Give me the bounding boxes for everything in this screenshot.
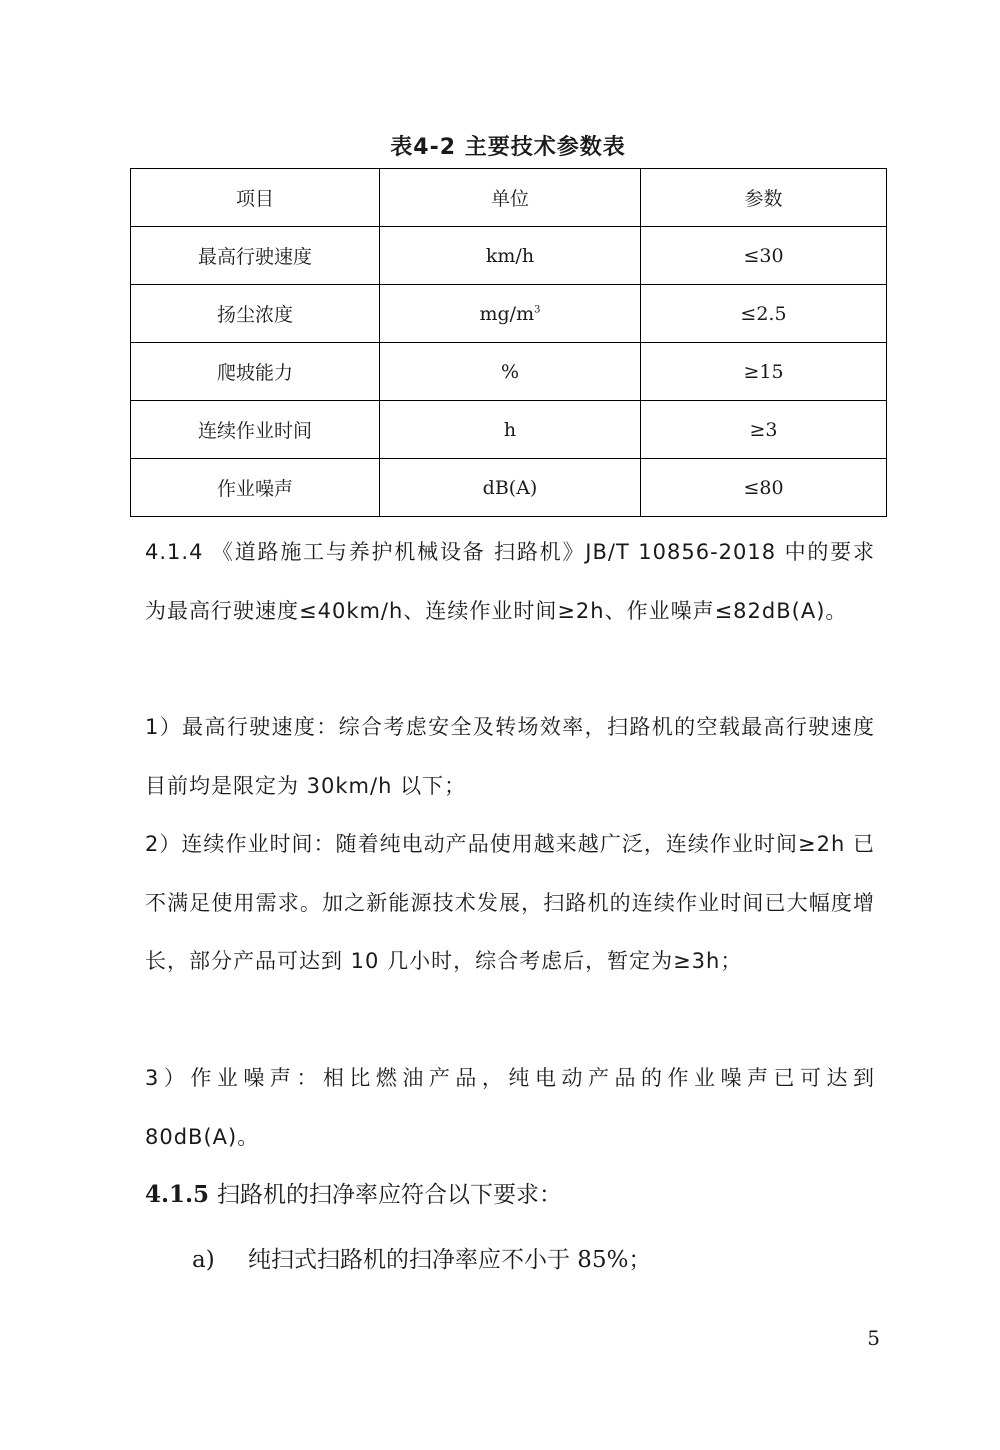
paragraph-continuous-work-time: 2）连续作业时间：随着纯电动产品使用越来越广泛，连续作业时间≥2h 已不满足使用需求。加之新能源技术发展，扫路机的连续作业时间已大幅度增长，部分产品可达到 10 几小时，综合考虑后，暂定为≥3h； xyxy=(145,832,875,973)
cell-value: ≥15 xyxy=(641,343,887,401)
section-text: 扫路机的扫净率应符合以下要求： xyxy=(217,1182,563,1208)
paragraph-4-1-4: 4.1.4 《道路施工与养护机械设备 扫路机》JB/T 10856-2018 中的要求为最高行驶速度≤40km/h、连续作业时间≥2h、作业噪声≤82dB(A)。 xyxy=(145,540,875,623)
table-row xyxy=(131,285,887,343)
list-item xyxy=(192,1241,892,1274)
header-item: 项目 xyxy=(131,169,380,227)
list-marker: a) xyxy=(192,1247,215,1273)
table-title: 表4-2 主要技术参数表 xyxy=(390,135,626,160)
table-row xyxy=(131,459,887,517)
cell-item: 作业噪声 xyxy=(131,459,380,517)
table-row xyxy=(131,227,887,285)
cell-unit: % xyxy=(380,343,641,401)
cell-unit: h xyxy=(380,401,641,459)
list-text: 纯扫式扫路机的扫净率应不小于 85%； xyxy=(248,1247,652,1273)
cell-unit: km/h xyxy=(380,227,641,285)
cell-unit xyxy=(380,285,641,343)
unit-text: mg/m xyxy=(479,302,535,325)
cell-unit: dB(A) xyxy=(380,459,641,517)
cell-value: ≤80 xyxy=(641,459,887,517)
section-heading xyxy=(145,1176,885,1209)
table-header-row xyxy=(131,169,887,227)
cell-item: 扬尘浓度 xyxy=(131,285,380,343)
cell-item: 爬坡能力 xyxy=(131,343,380,401)
cell-value: ≤30 xyxy=(641,227,887,285)
header-unit: 单位 xyxy=(380,169,641,227)
section-number: 4.1.5 xyxy=(145,1181,210,1208)
paragraph-work-noise: 3）作业噪声：相比燃油产品，纯电动产品的作业噪声已可达到 80dB(A)。 xyxy=(145,1066,875,1149)
cell-item: 最高行驶速度 xyxy=(131,227,380,285)
table-row xyxy=(131,401,887,459)
header-value: 参数 xyxy=(641,169,887,227)
unit-superscript: 3 xyxy=(534,304,541,316)
cell-value: ≤2.5 xyxy=(641,285,887,343)
page-number: 5 xyxy=(867,1326,880,1350)
paragraph-max-speed: 1）最高行驶速度：综合考虑安全及转场效率，扫路机的空载最高行驶速度目前均是限定为 30km/h 以下； xyxy=(145,715,875,798)
cell-value: ≥3 xyxy=(641,401,887,459)
table-row xyxy=(131,343,887,401)
cell-item: 连续作业时间 xyxy=(131,401,380,459)
parameter-table xyxy=(130,168,887,517)
